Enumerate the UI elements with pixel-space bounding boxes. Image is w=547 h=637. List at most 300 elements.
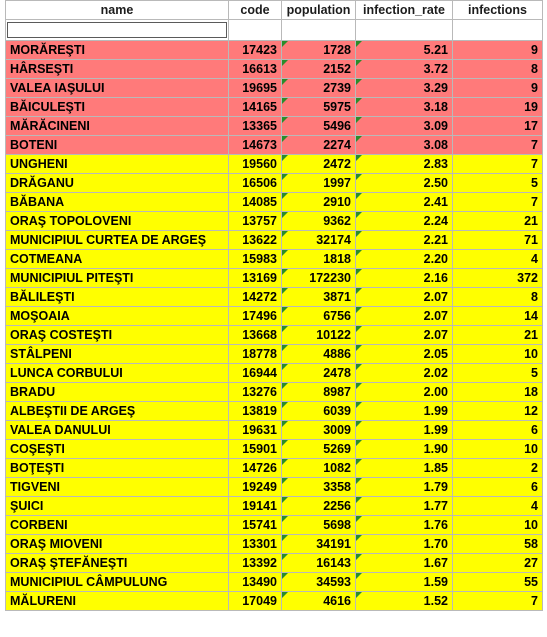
cell-code[interactable]: [229, 269, 282, 288]
cell-infection-rate[interactable]: [356, 41, 453, 60]
cell-infection-rate[interactable]: [356, 554, 453, 573]
cell-code[interactable]: [229, 440, 282, 459]
error-indicator-icon: [282, 98, 288, 104]
cell-population-value: 5698: [323, 518, 351, 532]
error-indicator-icon: [282, 345, 288, 351]
cell-population[interactable]: [282, 383, 356, 402]
cell-name[interactable]: [6, 307, 229, 326]
cell-infection-rate-value: 3.09: [423, 119, 448, 133]
column-header-name[interactable]: name: [6, 1, 229, 20]
cell-name[interactable]: [6, 136, 229, 155]
cell-population-value: 1082: [323, 461, 351, 475]
cell-population[interactable]: [282, 421, 356, 440]
cell-code[interactable]: [229, 535, 282, 554]
cell-infections-value: 71: [524, 233, 538, 247]
empty-cell[interactable]: [229, 20, 282, 41]
cell-code[interactable]: [229, 497, 282, 516]
cell-name[interactable]: [6, 383, 229, 402]
cell-code[interactable]: [229, 250, 282, 269]
cell-code-value: 18778: [242, 347, 277, 361]
cell-infection-rate[interactable]: [356, 402, 453, 421]
cell-infection-rate[interactable]: [356, 269, 453, 288]
error-indicator-icon: [282, 459, 288, 465]
cell-code-value: 13668: [242, 328, 277, 342]
cell-name[interactable]: [6, 554, 229, 573]
table-row: [6, 269, 543, 288]
name-filter-input[interactable]: [7, 22, 227, 38]
cell-infection-rate-value: 1.85: [423, 461, 448, 475]
cell-population[interactable]: [282, 60, 356, 79]
cell-infections[interactable]: [453, 212, 543, 231]
cell-code-value: 13365: [242, 119, 277, 133]
cell-code[interactable]: [229, 421, 282, 440]
cell-infection-rate-value: 3.08: [423, 138, 448, 152]
cell-infections-value: 18: [524, 385, 538, 399]
cell-population[interactable]: [282, 288, 356, 307]
cell-name-value: MUNICIPIUL CURTEA DE ARGEŞ: [10, 233, 207, 247]
cell-code[interactable]: [229, 573, 282, 592]
cell-infection-rate[interactable]: [356, 421, 453, 440]
cell-name[interactable]: [6, 174, 229, 193]
cell-infections[interactable]: [453, 250, 543, 269]
cell-population[interactable]: [282, 193, 356, 212]
cell-infections[interactable]: [453, 364, 543, 383]
cell-name-value: MORĂREŞTI: [10, 43, 85, 57]
cell-population[interactable]: [282, 402, 356, 421]
error-indicator-icon: [282, 535, 288, 541]
cell-infection-rate[interactable]: [356, 478, 453, 497]
error-indicator-icon: [282, 402, 288, 408]
cell-code-value: 17423: [242, 43, 277, 57]
table-row: [6, 136, 543, 155]
header-row: [6, 1, 543, 20]
cell-infection-rate[interactable]: [356, 326, 453, 345]
cell-population[interactable]: [282, 326, 356, 345]
cell-infection-rate[interactable]: [356, 497, 453, 516]
cell-infection-rate-value: 1.90: [423, 442, 448, 456]
cell-code[interactable]: [229, 592, 282, 611]
cell-population[interactable]: [282, 497, 356, 516]
table-row: [6, 307, 543, 326]
cell-name-value: VALEA IAŞULUI: [10, 81, 105, 95]
error-indicator-icon: [356, 98, 362, 104]
cell-infection-rate-value: 1.70: [423, 537, 448, 551]
error-indicator-icon: [356, 345, 362, 351]
cell-code-value: 13301: [242, 537, 277, 551]
cell-name[interactable]: [6, 459, 229, 478]
cell-name[interactable]: [6, 497, 229, 516]
error-indicator-icon: [356, 269, 362, 275]
cell-infections[interactable]: [453, 497, 543, 516]
cell-infection-rate[interactable]: [356, 136, 453, 155]
table-row: [6, 41, 543, 60]
error-indicator-icon: [282, 231, 288, 237]
table-body: [6, 41, 543, 611]
error-indicator-icon: [356, 326, 362, 332]
cell-name[interactable]: [6, 402, 229, 421]
cell-infection-rate[interactable]: [356, 174, 453, 193]
cell-infections[interactable]: [453, 155, 543, 174]
cell-infection-rate-value: 2.07: [423, 290, 448, 304]
empty-cell[interactable]: [453, 20, 543, 41]
cell-code[interactable]: [229, 231, 282, 250]
table-row: [6, 459, 543, 478]
cell-name-value: COŞEŞTI: [10, 442, 65, 456]
cell-population-value: 2274: [323, 138, 351, 152]
cell-infection-rate-value: 1.52: [423, 594, 448, 608]
cell-population[interactable]: [282, 250, 356, 269]
cell-infection-rate[interactable]: [356, 117, 453, 136]
table-row: [6, 326, 543, 345]
cell-infection-rate[interactable]: [356, 535, 453, 554]
cell-infection-rate[interactable]: [356, 212, 453, 231]
error-indicator-icon: [356, 364, 362, 370]
cell-name[interactable]: [6, 592, 229, 611]
cell-code-value: 14726: [242, 461, 277, 475]
cell-infection-rate[interactable]: [356, 98, 453, 117]
cell-code[interactable]: [229, 459, 282, 478]
cell-name[interactable]: [6, 98, 229, 117]
cell-code-value: 13276: [242, 385, 277, 399]
table-row: [6, 155, 543, 174]
cell-infections-value: 372: [517, 271, 538, 285]
cell-name[interactable]: [6, 250, 229, 269]
cell-infection-rate[interactable]: [356, 345, 453, 364]
cell-population[interactable]: [282, 269, 356, 288]
filter-cell: [6, 20, 229, 41]
cell-infection-rate[interactable]: [356, 383, 453, 402]
cell-population-value: 9362: [323, 214, 351, 228]
cell-name-value: CORBENI: [10, 518, 68, 532]
error-indicator-icon: [356, 307, 362, 313]
cell-infection-rate-value: 2.24: [423, 214, 448, 228]
cell-infections-value: 12: [524, 404, 538, 418]
cell-code[interactable]: [229, 117, 282, 136]
cell-infection-rate[interactable]: [356, 79, 453, 98]
cell-population-value: 1818: [323, 252, 351, 266]
cell-infection-rate-value: 2.07: [423, 309, 448, 323]
cell-code[interactable]: [229, 307, 282, 326]
cell-population[interactable]: [282, 516, 356, 535]
cell-infections-value: 4: [531, 499, 538, 513]
cell-code[interactable]: [229, 60, 282, 79]
cell-infection-rate[interactable]: [356, 60, 453, 79]
table-row: [6, 60, 543, 79]
cell-name[interactable]: [6, 79, 229, 98]
cell-infections-value: 8: [531, 62, 538, 76]
error-indicator-icon: [282, 117, 288, 123]
cell-infections-value: 6: [531, 480, 538, 494]
cell-code-value: 19249: [242, 480, 277, 494]
cell-name-value: MUNICIPIUL CÂMPULUNG: [10, 575, 168, 589]
cell-infections-value: 7: [531, 195, 538, 209]
cell-infections[interactable]: [453, 60, 543, 79]
cell-code[interactable]: [229, 136, 282, 155]
cell-infection-rate[interactable]: [356, 516, 453, 535]
cell-name-value: ORAŞ MIOVENI: [10, 537, 103, 551]
cell-infections[interactable]: [453, 554, 543, 573]
table-row: [6, 364, 543, 383]
cell-code[interactable]: [229, 193, 282, 212]
error-indicator-icon: [356, 117, 362, 123]
cell-name-value: STÂLPENI: [10, 347, 72, 361]
column-header-code[interactable]: code: [229, 1, 282, 20]
cell-population-value: 5496: [323, 119, 351, 133]
cell-code[interactable]: [229, 212, 282, 231]
cell-code-value: 17049: [242, 594, 277, 608]
cell-population-value: 6039: [323, 404, 351, 418]
cell-name[interactable]: [6, 364, 229, 383]
error-indicator-icon: [356, 41, 362, 47]
cell-name-value: ALBEŞTII DE ARGEŞ: [10, 404, 136, 418]
cell-code[interactable]: [229, 383, 282, 402]
cell-code-value: 13392: [242, 556, 277, 570]
cell-infection-rate[interactable]: [356, 288, 453, 307]
cell-infections[interactable]: [453, 231, 543, 250]
cell-name[interactable]: [6, 212, 229, 231]
cell-code[interactable]: [229, 79, 282, 98]
cell-code[interactable]: [229, 516, 282, 535]
table-row: [6, 383, 543, 402]
cell-infections[interactable]: [453, 98, 543, 117]
error-indicator-icon: [356, 288, 362, 294]
error-indicator-icon: [282, 516, 288, 522]
cell-infections[interactable]: [453, 383, 543, 402]
cell-code[interactable]: [229, 41, 282, 60]
cell-population[interactable]: [282, 307, 356, 326]
cell-population-value: 8987: [323, 385, 351, 399]
cell-infection-rate-value: 2.05: [423, 347, 448, 361]
cell-population[interactable]: [282, 212, 356, 231]
cell-code[interactable]: [229, 554, 282, 573]
cell-infections-value: 21: [524, 328, 538, 342]
column-header-infections[interactable]: infections: [453, 1, 543, 20]
error-indicator-icon: [356, 79, 362, 85]
cell-code-value: 19631: [242, 423, 277, 437]
table-row: [6, 440, 543, 459]
error-indicator-icon: [356, 459, 362, 465]
cell-code[interactable]: [229, 478, 282, 497]
cell-population[interactable]: [282, 41, 356, 60]
cell-population-value: 4616: [323, 594, 351, 608]
cell-population-value: 34191: [316, 537, 351, 551]
cell-population[interactable]: [282, 79, 356, 98]
cell-code[interactable]: [229, 345, 282, 364]
cell-infections[interactable]: [453, 440, 543, 459]
cell-infection-rate[interactable]: [356, 307, 453, 326]
cell-infection-rate-value: 2.00: [423, 385, 448, 399]
cell-population[interactable]: [282, 345, 356, 364]
cell-name[interactable]: [6, 326, 229, 345]
cell-population[interactable]: [282, 231, 356, 250]
cell-population[interactable]: [282, 364, 356, 383]
error-indicator-icon: [282, 212, 288, 218]
cell-infection-rate-value: 3.72: [423, 62, 448, 76]
cell-name-value: BOŢEŞTI: [10, 461, 65, 475]
cell-name[interactable]: [6, 288, 229, 307]
cell-infections-value: 9: [531, 81, 538, 95]
cell-population[interactable]: [282, 478, 356, 497]
error-indicator-icon: [356, 592, 362, 598]
cell-infections[interactable]: [453, 421, 543, 440]
cell-infections[interactable]: [453, 402, 543, 421]
cell-infection-rate-value: 2.02: [423, 366, 448, 380]
cell-population[interactable]: [282, 592, 356, 611]
cell-infection-rate-value: 1.77: [423, 499, 448, 513]
cell-infections[interactable]: [453, 345, 543, 364]
cell-infections[interactable]: [453, 307, 543, 326]
cell-infection-rate[interactable]: [356, 592, 453, 611]
cell-infection-rate[interactable]: [356, 459, 453, 478]
cell-name-value: ORAŞ TOPOLOVENI: [10, 214, 132, 228]
cell-infections[interactable]: [453, 41, 543, 60]
cell-code[interactable]: [229, 98, 282, 117]
cell-population-value: 2739: [323, 81, 351, 95]
empty-cell[interactable]: [282, 20, 356, 41]
cell-infection-rate[interactable]: [356, 250, 453, 269]
cell-population-value: 1728: [323, 43, 351, 57]
cell-name[interactable]: [6, 60, 229, 79]
cell-population-value: 34593: [316, 575, 351, 589]
cell-code-value: 13622: [242, 233, 277, 247]
cell-population-value: 1997: [323, 176, 351, 190]
cell-name[interactable]: [6, 535, 229, 554]
cell-infection-rate-value: 5.21: [423, 43, 448, 57]
error-indicator-icon: [282, 60, 288, 66]
cell-population-value: 4886: [323, 347, 351, 361]
cell-code[interactable]: [229, 288, 282, 307]
cell-name-value: HÂRSEŞTI: [10, 62, 74, 76]
cell-name[interactable]: [6, 345, 229, 364]
cell-infection-rate[interactable]: [356, 364, 453, 383]
error-indicator-icon: [356, 402, 362, 408]
error-indicator-icon: [356, 516, 362, 522]
cell-name[interactable]: [6, 193, 229, 212]
cell-population[interactable]: [282, 573, 356, 592]
error-indicator-icon: [282, 41, 288, 47]
cell-infections[interactable]: [453, 592, 543, 611]
error-indicator-icon: [356, 136, 362, 142]
cell-name-value: MĂLURENI: [10, 594, 76, 608]
cell-infection-rate-value: 1.67: [423, 556, 448, 570]
cell-code-value: 15983: [242, 252, 277, 266]
cell-infections[interactable]: [453, 535, 543, 554]
cell-infections[interactable]: [453, 117, 543, 136]
cell-infections[interactable]: [453, 459, 543, 478]
cell-infections[interactable]: [453, 79, 543, 98]
cell-population[interactable]: [282, 174, 356, 193]
cell-infection-rate[interactable]: [356, 155, 453, 174]
cell-infections[interactable]: [453, 269, 543, 288]
cell-infections-value: 27: [524, 556, 538, 570]
cell-population[interactable]: [282, 117, 356, 136]
cell-code[interactable]: [229, 326, 282, 345]
cell-infections[interactable]: [453, 478, 543, 497]
cell-name[interactable]: [6, 41, 229, 60]
table-row: [6, 212, 543, 231]
cell-infection-rate[interactable]: [356, 231, 453, 250]
cell-name[interactable]: [6, 155, 229, 174]
cell-code[interactable]: [229, 364, 282, 383]
cell-name[interactable]: [6, 516, 229, 535]
error-indicator-icon: [282, 250, 288, 256]
cell-code[interactable]: [229, 155, 282, 174]
cell-infections[interactable]: [453, 573, 543, 592]
cell-population-value: 16143: [316, 556, 351, 570]
cell-population[interactable]: [282, 155, 356, 174]
table-row: [6, 497, 543, 516]
cell-name-value: ŞUICI: [10, 499, 44, 513]
column-header-infection-rate[interactable]: infection_rate: [356, 1, 453, 20]
cell-name[interactable]: [6, 440, 229, 459]
cell-infection-rate[interactable]: [356, 573, 453, 592]
empty-cell[interactable]: [356, 20, 453, 41]
cell-infections[interactable]: [453, 136, 543, 155]
cell-code-value: 13169: [242, 271, 277, 285]
cell-name[interactable]: [6, 573, 229, 592]
cell-infection-rate-value: 1.59: [423, 575, 448, 589]
error-indicator-icon: [282, 79, 288, 85]
cell-code[interactable]: [229, 402, 282, 421]
table-row: [6, 573, 543, 592]
cell-name[interactable]: [6, 478, 229, 497]
cell-infections-value: 4: [531, 252, 538, 266]
cell-population[interactable]: [282, 440, 356, 459]
cell-population[interactable]: [282, 136, 356, 155]
cell-name[interactable]: [6, 269, 229, 288]
cell-population-value: 10122: [316, 328, 351, 342]
cell-population[interactable]: [282, 459, 356, 478]
cell-population-value: 6756: [323, 309, 351, 323]
cell-population[interactable]: [282, 554, 356, 573]
cell-infection-rate[interactable]: [356, 193, 453, 212]
cell-infections[interactable]: [453, 193, 543, 212]
error-indicator-icon: [356, 60, 362, 66]
cell-name[interactable]: [6, 117, 229, 136]
cell-name-value: UNGHENI: [10, 157, 68, 171]
cell-infections-value: 19: [524, 100, 538, 114]
error-indicator-icon: [356, 497, 362, 503]
cell-infection-rate-value: 2.07: [423, 328, 448, 342]
cell-infections-value: 10: [524, 347, 538, 361]
cell-infections[interactable]: [453, 288, 543, 307]
error-indicator-icon: [282, 193, 288, 199]
column-header-population[interactable]: population: [282, 1, 356, 20]
cell-name-value: ORAŞ COSTEŞTI: [10, 328, 113, 342]
cell-infections[interactable]: [453, 326, 543, 345]
cell-name[interactable]: [6, 421, 229, 440]
error-indicator-icon: [356, 440, 362, 446]
cell-infection-rate[interactable]: [356, 440, 453, 459]
filter-row: [6, 20, 543, 41]
cell-code-value: 19560: [242, 157, 277, 171]
cell-infections[interactable]: [453, 174, 543, 193]
cell-infections[interactable]: [453, 516, 543, 535]
cell-population-value: 3009: [323, 423, 351, 437]
error-indicator-icon: [356, 573, 362, 579]
cell-name[interactable]: [6, 231, 229, 250]
cell-name-value: BĂBANA: [10, 195, 65, 209]
cell-population[interactable]: [282, 98, 356, 117]
table-row: [6, 79, 543, 98]
table-row: [6, 174, 543, 193]
cell-infections-value: 5: [531, 366, 538, 380]
cell-population[interactable]: [282, 535, 356, 554]
cell-infection-rate-value: 2.41: [423, 195, 448, 209]
table-row: [6, 98, 543, 117]
cell-infections-value: 7: [531, 594, 538, 608]
cell-code[interactable]: [229, 174, 282, 193]
